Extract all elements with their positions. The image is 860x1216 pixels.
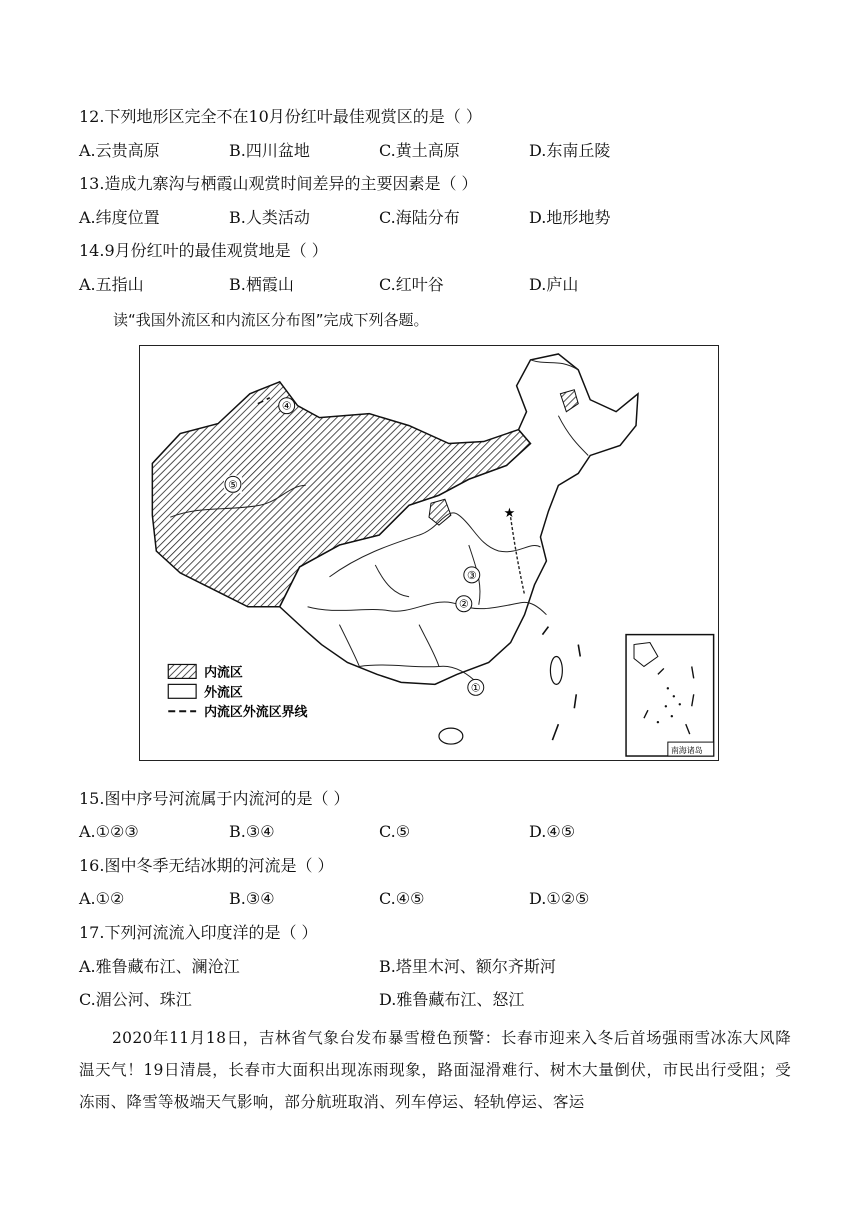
option-c: C.湄公河、珠江 — [79, 990, 192, 1009]
svg-text:①: ① — [470, 681, 481, 695]
option-c: C.黄土高原 — [379, 141, 460, 160]
option-b: B.人类活动 — [229, 208, 310, 227]
option-a: A.云贵高原 — [79, 141, 160, 160]
legend-outflow: 外流区 — [204, 685, 243, 701]
option-a: A.五指山 — [79, 275, 144, 294]
south-china-sea-inset — [626, 635, 714, 756]
marker-2 — [456, 596, 472, 612]
option-d: D.雅鲁藏布江、怒江 — [379, 990, 525, 1009]
option-b: B.③④ — [229, 889, 275, 908]
option-c: C.红叶谷 — [379, 275, 444, 294]
question-stem: 15.图中序号河流属于内流河的是（ ） — [79, 789, 350, 808]
option-d: D.东南丘陵 — [529, 141, 611, 160]
option-b: B.③④ — [229, 822, 275, 841]
question-stem: 12.下列地形区完全不在10月份红叶最佳观赏区的是（ ） — [79, 107, 482, 126]
marker-4 — [279, 398, 295, 414]
question-stem: 17.下列河流流入印度洋的是（ ） — [79, 923, 318, 942]
inset-label: 南海诸岛 — [670, 746, 703, 756]
option-b: B.四川盆地 — [229, 141, 310, 160]
option-b: B.塔里木河、额尔齐斯河 — [379, 957, 556, 976]
option-d: D.①②⑤ — [529, 889, 590, 908]
marker-3 — [464, 567, 480, 583]
map-svg — [140, 346, 718, 760]
hainan-island — [439, 728, 463, 744]
weather-paragraph: 2020年11月18日，吉林省气象台发布暴雪橙色预警：长春市迎来入冬后首场强雨雪冰冻大风降温天气！19日清晨，长春市大面积出现冻雨现象，路面湿滑难行、树木大量倒伏，市民出行受阻；受冻雨、降雪等极端天气影响，部分航班取消、列车停运、轻轨停运、客运 — [79, 1029, 791, 1111]
question-stem: 13.造成九寨沟与栖霞山观赏时间差异的主要因素是（ ） — [79, 174, 478, 193]
option-a: A.①② — [79, 889, 125, 908]
option-d: D.④⑤ — [529, 822, 576, 841]
map-legend — [168, 664, 308, 720]
svg-text:③: ③ — [466, 568, 477, 582]
option-b: B.栖霞山 — [229, 275, 294, 294]
svg-text:②: ② — [458, 597, 469, 611]
option-a: A.雅鲁藏布江、澜沧江 — [79, 957, 240, 976]
legend-inland: 内流区 — [204, 665, 243, 681]
china-drainage-map — [139, 345, 719, 761]
question-stem: 14.9月份红叶的最佳观赏地是（ ） — [79, 241, 328, 260]
map-intro: 读“我国外流区和内流区分布图”完成下列各题。 — [113, 311, 429, 329]
legend-boundary: 内流区外流区界线 — [204, 705, 308, 721]
option-d: D.庐山 — [529, 275, 579, 294]
option-c: C.海陆分布 — [379, 208, 460, 227]
option-a: A.纬度位置 — [79, 208, 160, 227]
capital-star-icon: ★ — [503, 506, 516, 522]
svg-text:⑤: ⑤ — [227, 478, 238, 492]
option-c: C.⑤ — [379, 822, 411, 841]
marker-5 — [224, 475, 242, 493]
question-stem: 16.图中冬季无结冰期的河流是（ ） — [79, 856, 334, 875]
marker-1 — [468, 679, 484, 695]
taiwan-island — [550, 657, 562, 685]
svg-text:④: ④ — [281, 399, 292, 413]
option-d: D.地形地势 — [529, 208, 611, 227]
option-a: A.①②③ — [79, 822, 139, 841]
option-c: C.④⑤ — [379, 889, 425, 908]
